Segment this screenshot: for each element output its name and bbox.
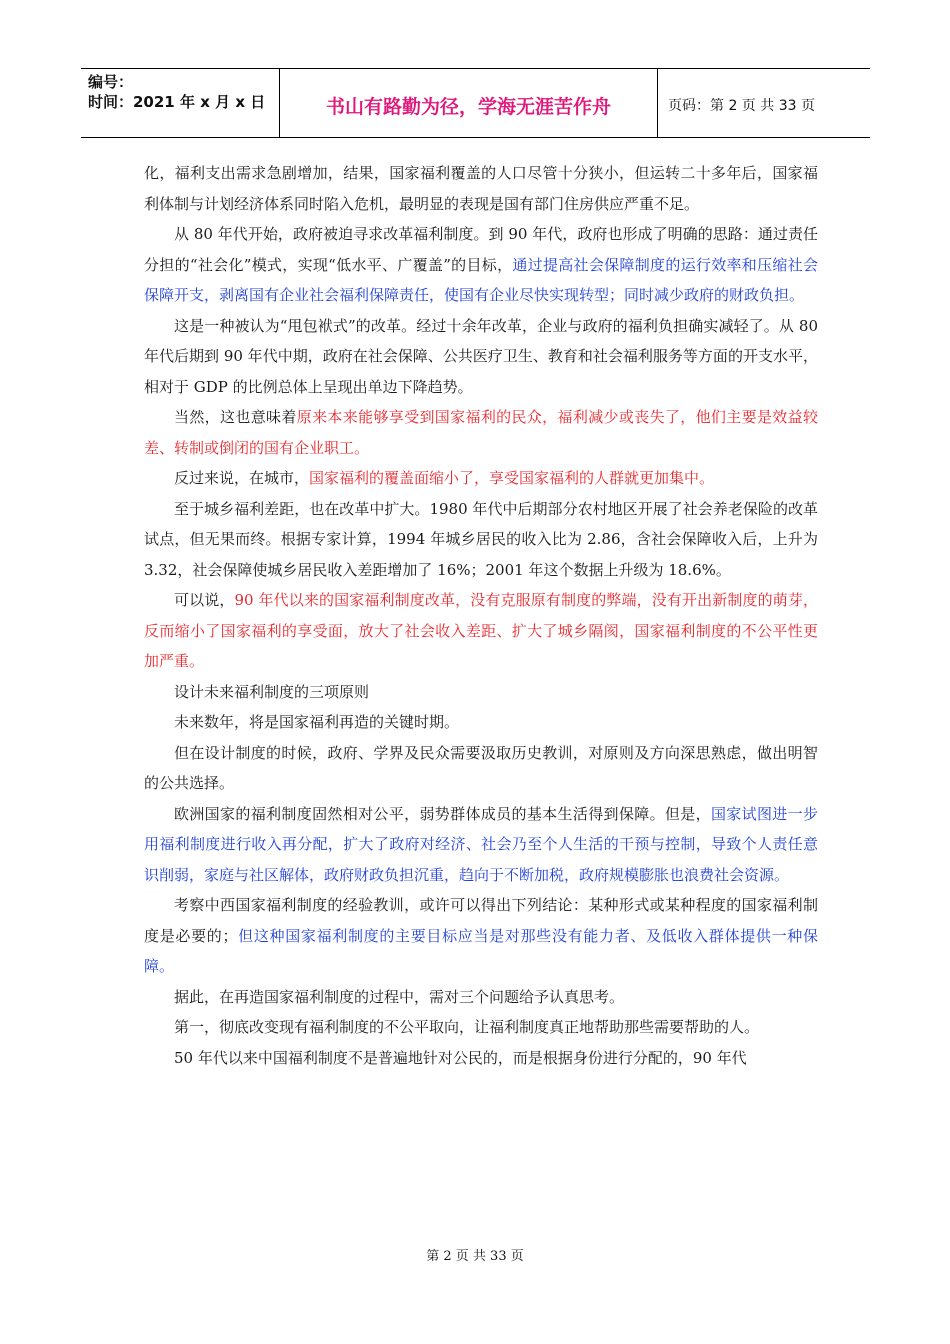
paragraph	[144, 494, 818, 586]
paragraph	[144, 158, 818, 219]
paragraph	[144, 677, 818, 708]
paragraph	[144, 890, 818, 982]
highlighted-text-red: 原来本来能够享受到国家福利的民众，福利减少或丧失了，他们主要是效益较差、转制或倒闭的国有企业职工。	[144, 408, 818, 457]
header-meta	[81, 69, 280, 137]
text-run: 但在设计制度的时候，政府、学界及民众需要汲取历史教训，对原则及方向深思熟虑，做出明智的公共选择。	[144, 743, 818, 792]
paragraph	[144, 219, 818, 311]
text-run: 当然，这也意味着	[174, 408, 297, 426]
text-run: 50 年代以来中国福利制度不是普遍地针对公民的，而是根据身份进行分配的，90 年代	[174, 1048, 747, 1067]
header-motto: 书山有路勤为径，学海无涯苦作舟	[280, 69, 658, 137]
paragraph	[144, 799, 818, 891]
text-run: 反过来说，在城市，	[174, 469, 310, 487]
text-run: 至于城乡福利差距，也在改革中扩大。1980 年代中后期部分农村地区开展了社会养老保险的改革试点，但无果而终。根据专家计算，1994 年城乡居民的收入比为 2.86，含社会保障收入后，上升为 3.32，社会保障使城乡居民收入差距增加了 16%；2001 年这个数据上升级为 18.6%。	[144, 499, 818, 579]
document-body	[144, 158, 818, 1073]
paragraph	[144, 311, 818, 403]
text-run: 这是一种被认为“甩包袱式”的改革。经过十余年改革，企业与政府的福利负担确实减轻了。从 80 年代后期到 90 年代中期，政府在社会保障、公共医疗卫生、教育和社会福利服务等方面的开支水平，相对于 GDP 的比例总体上呈现出单边下降趋势。	[144, 316, 818, 396]
text-run: 可以说，	[174, 591, 235, 609]
highlighted-text-blue: 国家试图进一步用福利制度进行收入再分配，扩大了政府对经济、社会乃至个人生活的干预与控制，导致个人责任意识削弱，家庭与社区解体，政府财政负担沉重，趋向于不断加税，政府规模膨胀也浪费社会资源。	[144, 804, 818, 884]
paragraph	[144, 1012, 818, 1043]
paragraph	[144, 585, 818, 677]
text-run: 未来数年，将是国家福利再造的关键时期。	[174, 713, 460, 731]
highlighted-text-red: 90 年代以来的国家福利制度改革，没有克服原有制度的弊端，没有开出新制度的萌芽，反而缩小了国家福利的享受面，放大了社会收入差距、扩大了城乡隔阂，国家福利制度的不公平性更加严重。	[144, 591, 818, 670]
text-run: 据此，在再造国家福利制度的过程中，需对三个问题给予认真思考。	[174, 987, 625, 1006]
number-label: 编号：	[88, 73, 134, 91]
highlighted-text-blue: 但这种国家福利制度的主要目标应当是对那些没有能力者、及低收入群体提供一种保障。	[144, 926, 818, 975]
paragraph	[144, 1043, 818, 1074]
text-run: 欧洲国家的福利制度固然相对公平，弱势群体成员的基本生活得到保障。但是，	[174, 804, 711, 823]
text-run: 第一，彻底改变现有福利制度的不公平取向，让福利制度真正地帮助那些需要帮助的人。	[174, 1018, 760, 1036]
date-line: 时间：2021 年 x 月 x 日	[88, 93, 266, 111]
text-run: 设计未来福利制度的三项原则	[174, 682, 370, 701]
document-header	[81, 68, 870, 138]
paragraph	[144, 982, 818, 1013]
paragraph	[144, 707, 818, 738]
highlighted-text-blue: 通过提高社会保障制度的运行效率和压缩社会保障开支，剥离国有企业社会福利保障责任，使国有企业尽快实现转型；同时减少政府的财政负担。	[144, 255, 818, 304]
page-footer: 第 2 页 共 33 页	[426, 1249, 524, 1264]
paragraph	[144, 463, 818, 494]
highlighted-text-red: 国家福利的覆盖面缩小了，享受国家福利的人群就更加集中。	[309, 469, 715, 487]
text-run: 从 80 年代开始，政府被迫寻求改革福利制度。到 90 年代，政府也形成了明确的思路：通过责任分担的“社会化”模式，实现“低水平、广覆盖”的目标，	[144, 225, 818, 274]
text-run: 考察中西国家福利制度的经验教训，或许可以得出下列结论：某种形式或某种程度的国家福利制度是必要的；	[144, 896, 818, 945]
paragraph	[144, 738, 818, 799]
text-run: 化，福利支出需求急剧增加，结果，国家福利覆盖的人口尽管十分狭小，但运转二十多年后，国家福利体制与计划经济体系同时陷入危机，最明显的表现是国有部门住房供应严重不足。	[144, 164, 818, 213]
paragraph	[144, 402, 818, 463]
header-page-info: 页码：第 2 页 共 33 页	[668, 98, 815, 114]
